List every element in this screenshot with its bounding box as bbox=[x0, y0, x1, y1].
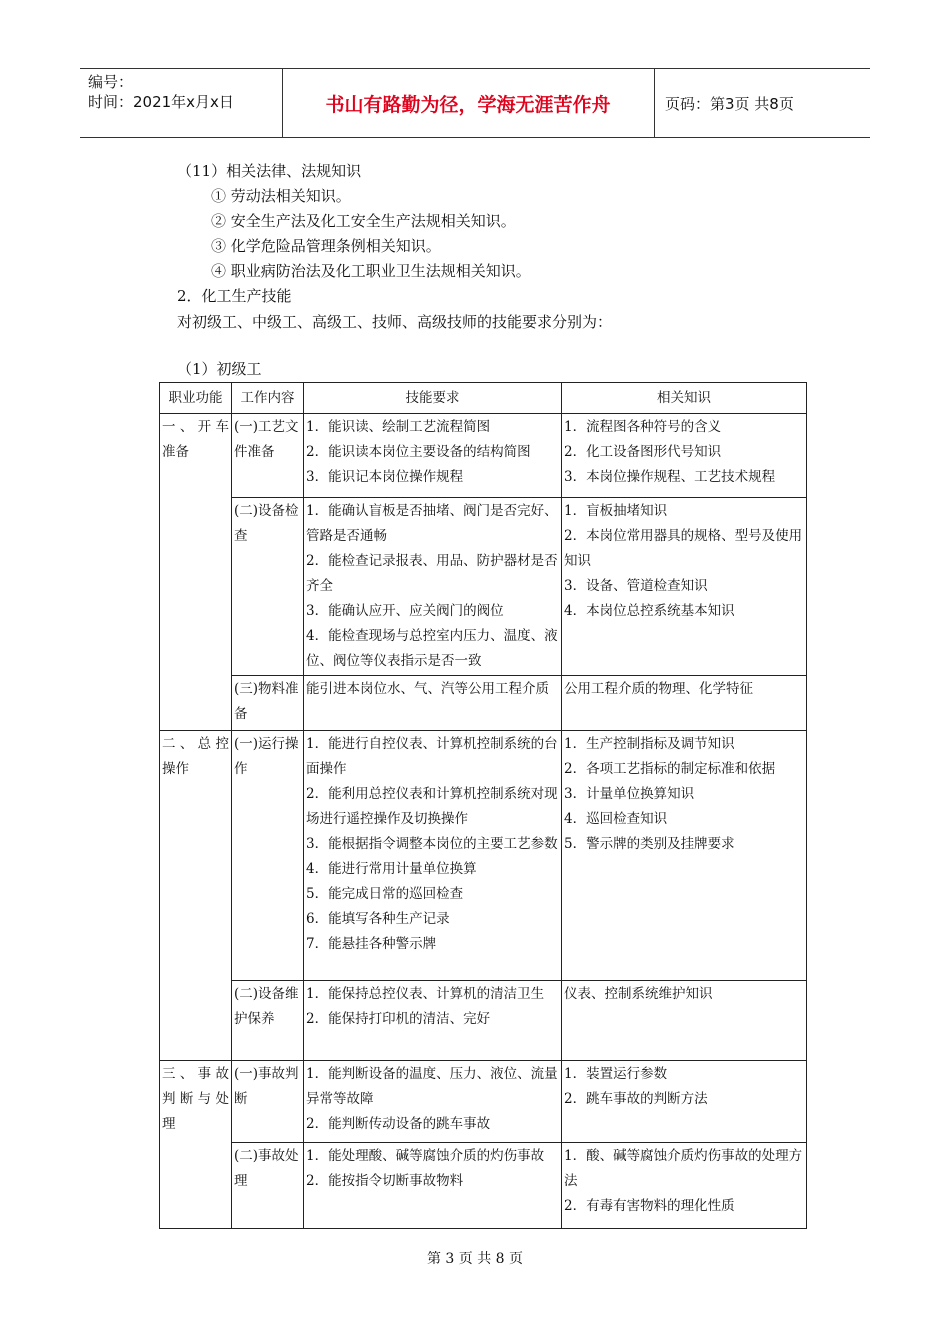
cell-skills bbox=[304, 731, 562, 981]
cell-skills bbox=[304, 676, 562, 731]
skill-item: 1．能保持总控仪表、计算机的清洁卫生 bbox=[306, 986, 545, 1002]
cell-content: (一)运行操作 bbox=[232, 731, 304, 981]
knowledge-item: 2．有毒有害物料的理化性质 bbox=[564, 1198, 735, 1214]
knowledge-item: 4．本岗位总控系统基本知识 bbox=[564, 603, 735, 619]
cell-skills bbox=[304, 414, 562, 498]
skill-item: 4．能检查现场与总控室内压力、温度、液位、阀位等仪表指示是否一致 bbox=[306, 628, 558, 669]
header-motto: 书山有路勤为径，学海无涯苦作舟 bbox=[282, 69, 655, 137]
knowledge-item: 2．各项工艺指标的制定标准和依据 bbox=[564, 761, 776, 777]
table-row bbox=[160, 981, 807, 1061]
cell-knowledge bbox=[562, 498, 807, 676]
skill-item: 1．能判断设备的温度、压力、液位、流量异常等故障 bbox=[306, 1066, 558, 1107]
law-item-3: ③ 化学危险品管理条例相关知识。 bbox=[211, 237, 441, 255]
knowledge-item: 3．本岗位操作规程、工艺技术规程 bbox=[564, 469, 776, 485]
intro-text: 对初级工、中级工、高级工、技师、高级技师的技能要求分别为： bbox=[177, 313, 613, 331]
knowledge-item: 仪表、控制系统维护知识 bbox=[564, 986, 713, 1002]
table-row bbox=[160, 1143, 807, 1229]
skill-item: 1．能确认盲板是否抽堵、阀门是否完好、管路是否通畅 bbox=[306, 503, 558, 544]
table-body bbox=[160, 414, 807, 1229]
skill-item: 2．能判断传动设备的跳车事故 bbox=[306, 1116, 491, 1132]
cell-knowledge bbox=[562, 731, 807, 981]
knowledge-item: 1．盲板抽堵知识 bbox=[564, 503, 668, 519]
cell-skills bbox=[304, 981, 562, 1061]
skill-item: 3．能识记本岗位操作规程 bbox=[306, 469, 464, 485]
skill-item: 7．能悬挂各种警示牌 bbox=[306, 936, 437, 952]
knowledge-item: 公用工程介质的物理、化学特征 bbox=[564, 681, 753, 697]
section-item-11: （11）相关法律、法规知识 bbox=[177, 162, 362, 180]
table-row bbox=[160, 414, 807, 498]
table-header-row bbox=[160, 383, 807, 414]
cell-content: (二)事故处理 bbox=[232, 1143, 304, 1229]
knowledge-item: 1．生产控制指标及调节知识 bbox=[564, 736, 735, 752]
document-number: 编号： bbox=[88, 73, 134, 91]
table-row bbox=[160, 498, 807, 676]
header-page-number: 页码：第3页 共8页 bbox=[665, 94, 794, 113]
law-item-1: ① 劳动法相关知识。 bbox=[211, 187, 351, 205]
header-meta bbox=[80, 69, 283, 137]
knowledge-item: 3．设备、管道检查知识 bbox=[564, 578, 708, 594]
cell-knowledge bbox=[562, 1061, 807, 1143]
document-date: 时间：2021年x月x日 bbox=[88, 93, 234, 111]
col-header-function: 职业功能 bbox=[160, 383, 232, 414]
knowledge-item: 2．跳车事故的判断方法 bbox=[564, 1091, 708, 1107]
knowledge-item: 5．警示牌的类别及挂牌要求 bbox=[564, 836, 735, 852]
law-item-4: ④ 职业病防治法及化工职业卫生法规相关知识。 bbox=[211, 262, 531, 280]
cell-content: (一)事故判断 bbox=[232, 1061, 304, 1143]
section-heading-2: 2．化工生产技能 bbox=[177, 287, 292, 305]
cell-knowledge bbox=[562, 1143, 807, 1229]
knowledge-item: 1．装置运行参数 bbox=[564, 1066, 668, 1082]
col-header-content: 工作内容 bbox=[232, 383, 304, 414]
skill-item: 1．能识读、绘制工艺流程简图 bbox=[306, 419, 491, 435]
law-item-2: ② 安全生产法及化工安全生产法规相关知识。 bbox=[211, 212, 516, 230]
cell-content: (一)工艺文件准备 bbox=[232, 414, 304, 498]
knowledge-item: 2．本岗位常用器具的规格、型号及使用知识 bbox=[564, 528, 803, 569]
page-footer: 第 3 页 共 8 页 bbox=[426, 1251, 524, 1267]
cell-function: 二、总控操作 bbox=[160, 731, 232, 1061]
skill-item: 能引进本岗位水、气、汽等公用工程介质 bbox=[306, 681, 549, 697]
skill-item: 5．能完成日常的巡回检查 bbox=[306, 886, 464, 902]
skill-item: 2．能利用总控仪表和计算机控制系统对现场进行遥控操作及切换操作 bbox=[306, 786, 558, 827]
cell-knowledge bbox=[562, 414, 807, 498]
col-header-skills: 技能要求 bbox=[304, 383, 562, 414]
skill-item: 3．能确认应开、应关阀门的阀位 bbox=[306, 603, 504, 619]
cell-function: 三、事故判断与处理 bbox=[160, 1061, 232, 1229]
cell-knowledge bbox=[562, 981, 807, 1061]
skill-item: 2．能检查记录报表、用品、防护器材是否齐全 bbox=[306, 553, 558, 594]
skill-item: 1．能进行自控仪表、计算机控制系统的台面操作 bbox=[306, 736, 558, 777]
table-row bbox=[160, 676, 807, 731]
page-header bbox=[80, 68, 870, 138]
col-header-knowledge: 相关知识 bbox=[562, 383, 807, 414]
skill-item: 2．能按指令切断事故物料 bbox=[306, 1173, 464, 1189]
skill-item: 1．能处理酸、碱等腐蚀介质的灼伤事故 bbox=[306, 1148, 545, 1164]
cell-knowledge bbox=[562, 676, 807, 731]
knowledge-item: 1．流程图各种符号的含义 bbox=[564, 419, 722, 435]
cell-skills bbox=[304, 1143, 562, 1229]
cell-skills bbox=[304, 1061, 562, 1143]
cell-content: (三)物料准备 bbox=[232, 676, 304, 731]
skill-item: 2．能识读本岗位主要设备的结构简图 bbox=[306, 444, 531, 460]
knowledge-item: 1．酸、碱等腐蚀介质灼伤事故的处理方法 bbox=[564, 1148, 803, 1189]
table-row bbox=[160, 731, 807, 981]
skill-item: 3．能根据指令调整本岗位的主要工艺参数 bbox=[306, 836, 558, 852]
table-row bbox=[160, 1061, 807, 1143]
skills-table bbox=[159, 382, 807, 1229]
knowledge-item: 2．化工设备图形代号知识 bbox=[564, 444, 722, 460]
cell-content: (二)设备维护保养 bbox=[232, 981, 304, 1061]
skill-item: 2．能保持打印机的清洁、完好 bbox=[306, 1011, 491, 1027]
knowledge-item: 3．计量单位换算知识 bbox=[564, 786, 695, 802]
skill-item: 4．能进行常用计量单位换算 bbox=[306, 861, 477, 877]
cell-skills bbox=[304, 498, 562, 676]
knowledge-item: 4．巡回检查知识 bbox=[564, 811, 668, 827]
cell-content: (二)设备检查 bbox=[232, 498, 304, 676]
level-heading: （1）初级工 bbox=[177, 360, 262, 378]
cell-function: 一、开车准备 bbox=[160, 414, 232, 731]
skill-item: 6．能填写各种生产记录 bbox=[306, 911, 450, 927]
